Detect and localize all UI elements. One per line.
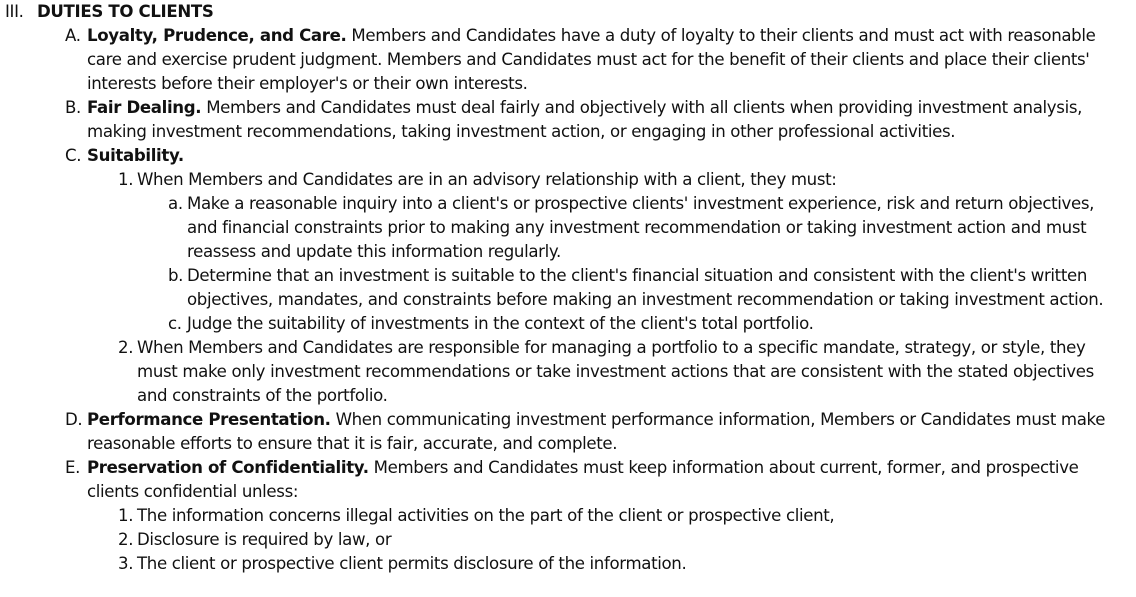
sub-sub-item-marker: b. xyxy=(168,266,184,285)
sub-item-c-2 xyxy=(0,336,1136,408)
sub-sub-item-text: Make a reasonable inquiry into a client's or prospective clients' investment experience, risk and return objectives, and financial constraints prior to making any investment recommendation or taking investment action and must reassess and update this information regularly. xyxy=(187,194,1095,261)
item-title: Performance Presentation. xyxy=(87,410,331,429)
item-marker: A. xyxy=(65,26,81,45)
standard-item-d xyxy=(0,408,1136,456)
standard-item-a xyxy=(0,24,1136,96)
standard-item-e xyxy=(0,456,1136,504)
sub-item-text: The information concerns illegal activities on the part of the client or prospective client, xyxy=(137,506,835,525)
sub-item-marker: 2. xyxy=(118,338,134,357)
item-marker: B. xyxy=(65,98,81,117)
standard-item-b xyxy=(0,96,1136,144)
sub-sub-item-text: Judge the suitability of investments in the context of the client's total portfolio. xyxy=(187,314,814,333)
sub-sub-item-text: Determine that an investment is suitable to the client's financial situation and consistent with the client's written objectives, mandates, and constraints before making an investment recommendation or taking investment action. xyxy=(187,266,1104,309)
item-text: Members and Candidates must deal fairly and objectively with all clients when providing investment analysis, making investment recommendations, taking investment action, or engaging in other professional activities. xyxy=(87,98,1083,141)
sub-item-marker: 1. xyxy=(118,506,134,525)
section-title: DUTIES TO CLIENTS xyxy=(37,2,214,21)
sub-item-marker: 1. xyxy=(118,170,134,189)
sub-item-c-1 xyxy=(0,168,1136,192)
sub-sub-item-marker: a. xyxy=(168,194,183,213)
sub-sub-item-marker: c. xyxy=(168,314,182,333)
sub-item-marker: 3. xyxy=(118,554,134,573)
item-marker: E. xyxy=(65,458,81,477)
sub-item-text: When Members and Candidates are in an advisory relationship with a client, they must: xyxy=(137,170,837,189)
item-marker: C. xyxy=(65,146,82,165)
section-heading xyxy=(0,0,1136,24)
sub-item-text: The client or prospective client permits disclosure of the information. xyxy=(137,554,687,573)
sub-item-e-2 xyxy=(0,528,1136,552)
item-title: Fair Dealing. xyxy=(87,98,202,117)
item-title: Preservation of Confidentiality. xyxy=(87,458,369,477)
sub-item-e-1 xyxy=(0,504,1136,528)
item-text: Members and Candidates have a duty of loyalty to their clients and must act with reasonable care and exercise prudent judgment. Members and Candidates must act for the benefit of their clients and place their clients' interests before their employer's or their own interests. xyxy=(87,26,1096,93)
sub-item-marker: 2. xyxy=(118,530,134,549)
sub-sub-item-c-1-b xyxy=(0,264,1136,312)
sub-sub-item-c-1-c xyxy=(0,312,1136,336)
standard-item-c xyxy=(0,144,1136,168)
item-text: When communicating investment performance information, Members or Candidates must make reasonable efforts to ensure that it is fair, accurate, and complete. xyxy=(87,410,1106,453)
sub-item-text: When Members and Candidates are responsible for managing a portfolio to a specific mandate, strategy, or style, they must make only investment recommendations or take investment actions that are consistent with the stated objectives and constraints of the portfolio. xyxy=(137,338,1094,405)
item-marker: D. xyxy=(65,410,83,429)
item-text: Members and Candidates must keep information about current, former, and prospective clients confidential unless: xyxy=(87,458,1079,501)
item-title: Loyalty, Prudence, and Care. xyxy=(87,26,347,45)
sub-item-e-3 xyxy=(0,552,1136,576)
section-number: III. xyxy=(5,2,24,21)
sub-sub-item-c-1-a xyxy=(0,192,1136,264)
item-title: Suitability. xyxy=(87,146,184,165)
sub-item-text: Disclosure is required by law, or xyxy=(137,530,392,549)
